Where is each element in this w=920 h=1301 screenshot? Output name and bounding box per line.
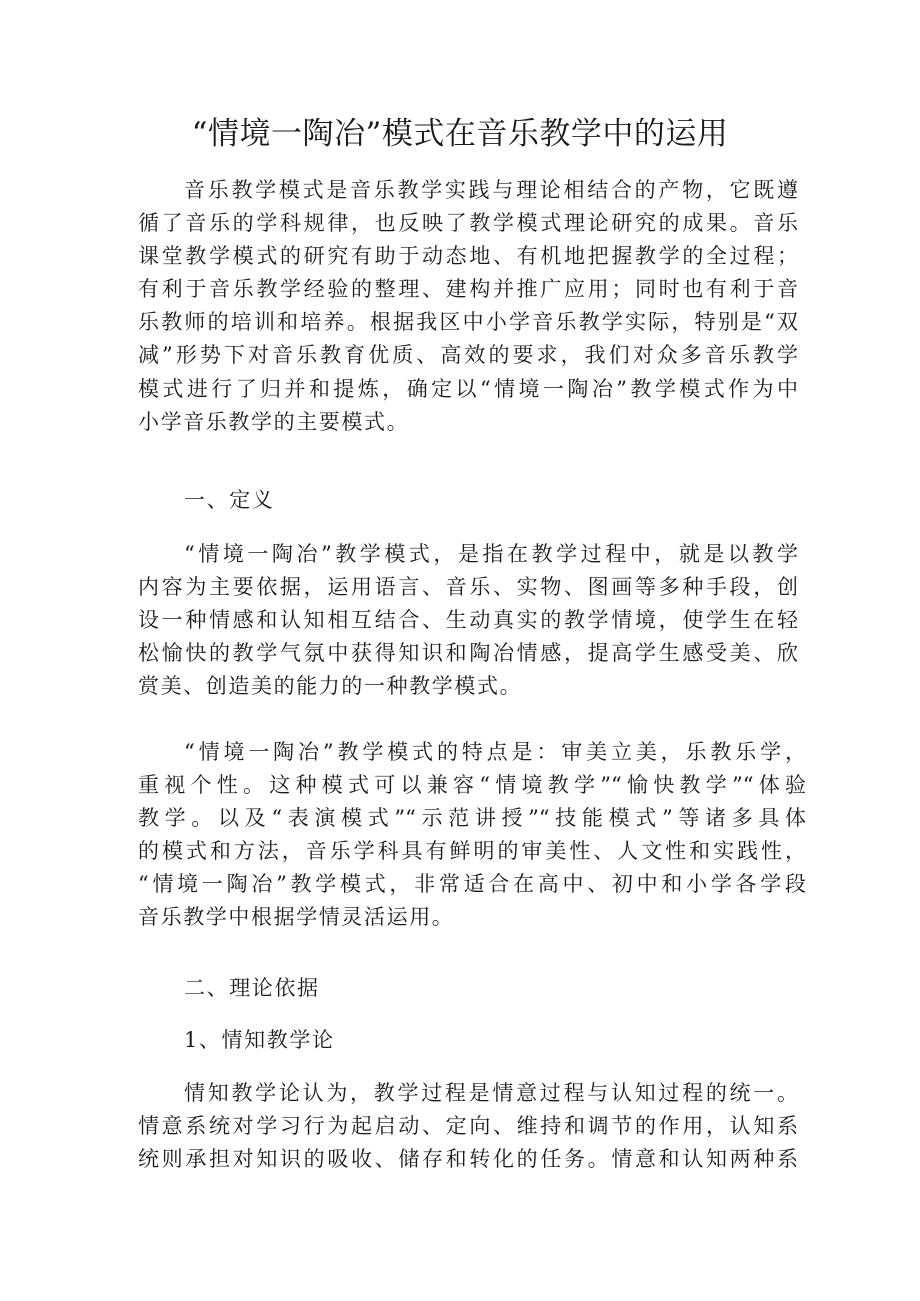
section-heading: 一、定义 — [184, 488, 275, 512]
paragraph-line: 音乐教学模式是音乐教学实践与理论相结合的产物，它既遵 — [184, 178, 798, 202]
paragraph-line: 情意系统对学习行为起启动、定向、维持和调节的作用，认知系 — [138, 1114, 798, 1139]
paragraph-line: 模式进行了归并和提炼，确定以“情境一陶冶”教学模式作为中 — [138, 376, 798, 401]
section-heading-theory — [138, 972, 798, 1005]
paragraph-line: 教学。以及“表演模式”“示范讲授”“技能模式”等诸多具体 — [138, 806, 806, 831]
paragraph-line: 的模式和方法，音乐学科具有鲜明的审美性、人文性和实践性， — [138, 839, 806, 864]
paragraph-line: 音乐教学中根据学情灵活运用。 — [138, 905, 455, 930]
paragraph-line: 减”形势下对音乐教育优质、高效的要求，我们对众多音乐教学 — [138, 343, 798, 368]
intro-paragraph — [138, 174, 798, 439]
paragraph-line: 赏美、创造美的能力的一种教学模式。 — [138, 674, 523, 699]
paragraph-line: 小学音乐教学的主要模式。 — [138, 409, 410, 434]
paragraph-line: 设一种情感和认知相互结合、生动真实的教学情境，使学生在轻 — [138, 608, 798, 633]
theory-paragraph — [138, 1077, 798, 1176]
subsection-heading-theory — [138, 1024, 798, 1057]
paragraph-line: 内容为主要依据，运用语言、音乐、实物、图画等多种手段，创 — [138, 575, 798, 600]
paragraph-line: 松愉快的教学气氛中获得知识和陶冶情感，提高学生感受美、欣 — [138, 641, 798, 666]
section-heading: 二、理论依据 — [184, 976, 320, 1000]
paragraph-line: 重视个性。这种模式可以兼容“情境教学”“愉快教学”“体验 — [138, 773, 806, 798]
definition-paragraph — [138, 538, 798, 703]
paragraph-line: 有利于音乐教学经验的整理、建构并推广应用；同时也有利于音 — [138, 277, 798, 302]
paragraph-line: 循了音乐的学科规律，也反映了教学模式理论研究的成果。音乐 — [138, 211, 798, 236]
paragraph-line: 统则承担对知识的吸收、储存和转化的任务。情意和认知两种系 — [138, 1147, 798, 1172]
paragraph-line: 乐教师的培训和培养。根据我区中小学音乐教学实际，特别是“双 — [138, 310, 798, 335]
subsection-heading: 1、情知教学论 — [184, 1028, 335, 1052]
paragraph-line: “情境一陶冶”教学模式，非常适合在高中、初中和小学各学段 — [138, 872, 806, 897]
document-title: “情境一陶冶”模式在音乐教学中的运用 — [191, 116, 729, 152]
features-paragraph — [138, 736, 806, 935]
paragraph-line: “情境一陶冶”教学模式的特点是：审美立美，乐教乐学， — [184, 740, 806, 764]
paragraph-line: “情境一陶冶”教学模式，是指在教学过程中，就是以教学 — [184, 542, 798, 566]
paragraph-line: 课堂教学模式的研究有助于动态地、有机地把握教学的全过程； — [138, 244, 798, 269]
paragraph-line: 情知教学论认为，教学过程是情意过程与认知过程的统一。 — [184, 1081, 798, 1105]
section-heading-definition — [138, 484, 798, 517]
